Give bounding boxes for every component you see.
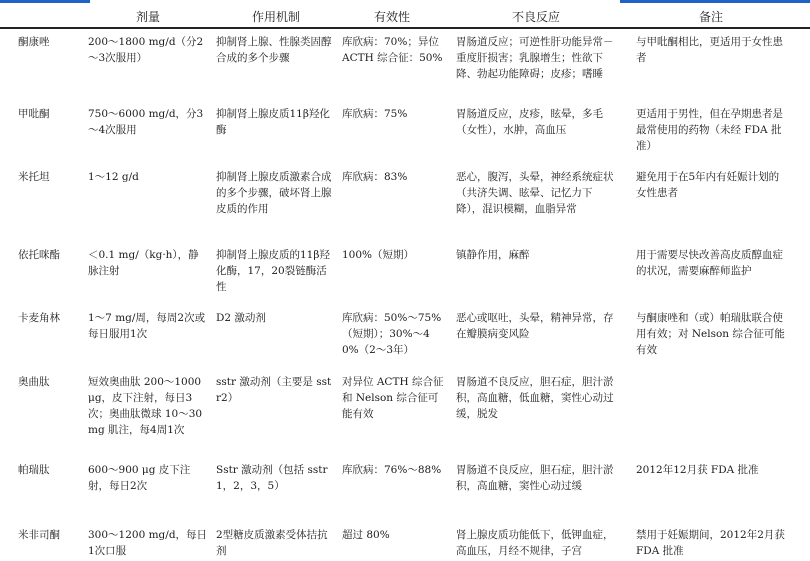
mechanism-cell: 2型糖皮质激素受体拮抗剂 xyxy=(216,529,328,557)
notes-cell: 用于需要尽快改善高皮质醇血症的状况，需要麻醉师监护 xyxy=(636,249,783,277)
efficacy-cell: 库欣病：83% xyxy=(342,171,408,183)
header-efficacy: 有效性 xyxy=(373,10,410,24)
adverse-cell: 恶心或呕吐，头晕，精神异常，存在瓣膜病变风险 xyxy=(456,312,614,340)
adverse-cell: 胃肠道不良反应，胆石症，胆汁淤积，高血糖，窦性心动过缓 xyxy=(456,464,614,492)
header-rule xyxy=(0,27,810,29)
efficacy-cell: 超过 80% xyxy=(342,529,390,541)
adverse-cell: 胃肠道反应；可逆性肝功能异常－重度肝损害；乳腺增生；性欲下降、勃起功能障碍；皮疹；嗜睡 xyxy=(456,36,614,80)
dose-cell: 短效奥曲肽 200～1000 μg，皮下注射，每日3次；奥曲肽微球 10～30 mg 肌注，每4周1次 xyxy=(88,376,203,436)
efficacy-cell: 库欣病：76%～88% xyxy=(342,464,442,476)
adverse-cell: 恶心，腹泻，头晕，神经系统症状（共济失调、眩晕、记忆力下降），混识模糊，血脂异常 xyxy=(456,171,614,215)
dose-cell: 1～12 g/d xyxy=(88,171,139,183)
mechanism-cell: 抑制肾上腺皮质的11β羟化酶，17，20裂链酶活性 xyxy=(216,249,330,293)
accent-segment xyxy=(0,0,90,3)
adverse-cell: 肾上腺皮质功能低下，低钾血症，高血压，月经不规律，子宫 xyxy=(456,529,614,557)
header-mechanism: 作用机制 xyxy=(251,10,300,24)
drug-name: 奥曲肽 xyxy=(18,376,50,388)
header-dose: 剂量 xyxy=(135,10,160,24)
drug-name: 酮康唑 xyxy=(18,36,50,48)
adverse-cell: 镇静作用，麻醉 xyxy=(456,249,530,261)
notes-cell: 2012年12月获 FDA 批准 xyxy=(636,464,759,476)
mechanism-cell: 抑制肾上腺、性腺类固醇合成的多个步骤 xyxy=(216,36,332,64)
top-accent-bar xyxy=(0,0,810,6)
efficacy-cell: 库欣病：50%～75%（短期）；30%～40%（2～3年） xyxy=(342,312,442,356)
efficacy-cell: 100%（短期） xyxy=(342,249,415,261)
dose-cell: 300～1200 mg/d，每日1次口服 xyxy=(88,529,208,557)
notes-cell: 与酮康唑和（或）帕瑞肽联合使用有效；对 Nelson 综合征可能有效 xyxy=(636,312,785,356)
notes-cell: 与甲吡酮相比，更适用于女性患者 xyxy=(636,36,783,64)
drug-name: 甲吡酮 xyxy=(18,108,50,120)
accent-segment xyxy=(620,0,810,3)
mechanism-cell: D2 激动剂 xyxy=(216,312,266,324)
drug-name: 依托咪酯 xyxy=(18,249,60,261)
mechanism-cell: 抑制肾上腺皮质11β羟化酶 xyxy=(216,108,330,136)
efficacy-cell: 库欣病：70%；异位 ACTH 综合征：50% xyxy=(342,36,443,64)
drug-name: 米非司酮 xyxy=(18,529,60,541)
notes-cell: 避免用于在5年内有妊娠计划的女性患者 xyxy=(636,171,780,199)
header-notes: 备注 xyxy=(698,10,723,24)
dose-cell: 600～900 μg 皮下注射，每日2次 xyxy=(88,464,191,492)
adverse-cell: 胃肠道反应，皮疹，眩晕，多毛（女性），水肿，高血压 xyxy=(456,108,603,136)
dose-cell: ＜0.1 mg/（kg·h），静脉注射 xyxy=(88,249,199,277)
mechanism-cell: 抑制肾上腺皮质激素合成的多个步骤，破坏肾上腺皮质的作用 xyxy=(216,171,332,215)
mechanism-cell: sstr 激动剂（主要是 sstr2） xyxy=(216,376,332,404)
mechanism-cell: Sstr 激动剂（包括 sstr 1，2，3，5） xyxy=(216,464,328,492)
dose-cell: 1～7 mg/周，每周2次或每日服用1次 xyxy=(88,312,206,340)
dose-cell: 200～1800 mg/d（分2～3次服用） xyxy=(88,36,204,64)
header-adverse: 不良反应 xyxy=(511,10,560,24)
dose-cell: 750～6000 mg/d，分3～4次服用 xyxy=(88,108,204,136)
efficacy-cell: 库欣病：75% xyxy=(342,108,408,120)
notes-cell: 更适用于男性，但在孕期患者是最常使用的药物（未经 FDA 批准） xyxy=(636,108,783,152)
drug-name: 卡麦角林 xyxy=(18,312,60,324)
efficacy-cell: 对异位 ACTH 综合征和 Nelson 综合征可能有效 xyxy=(342,376,444,420)
notes-cell: 禁用于妊娠期间，2012年2月获 FDA 批准 xyxy=(636,529,785,557)
drug-name: 帕瑞肽 xyxy=(18,464,50,476)
drug-name: 米托坦 xyxy=(18,171,50,183)
adverse-cell: 胃肠道不良反应，胆石症，胆汁淤积，高血糖，低血糖，窦性心动过缓，脱发 xyxy=(456,376,614,420)
